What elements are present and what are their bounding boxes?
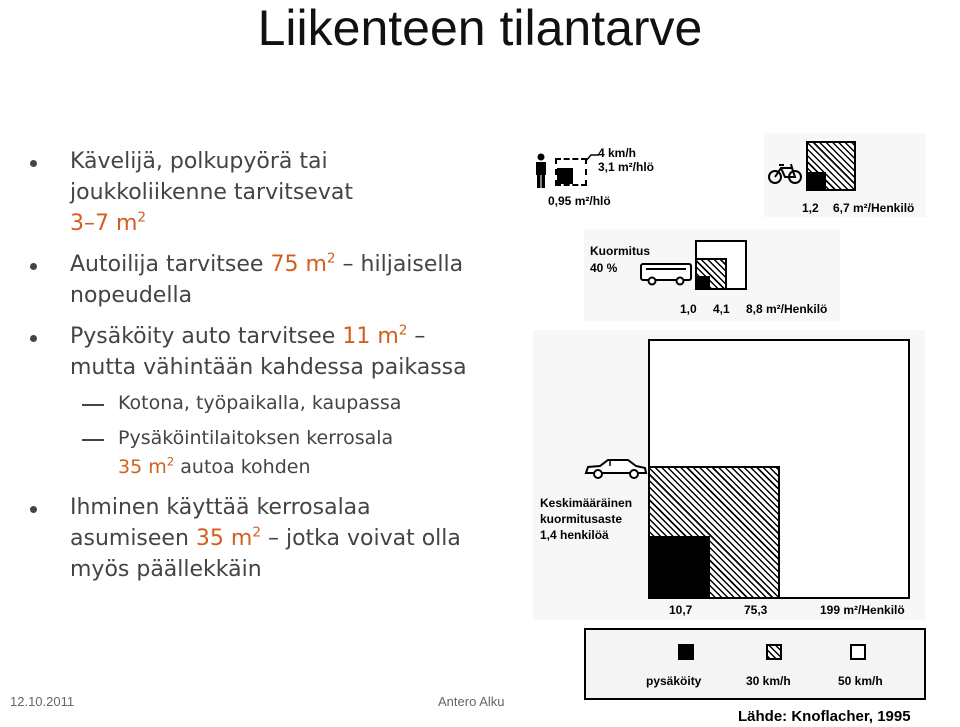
pedestrian-icon <box>533 153 549 189</box>
legend-parked-swatch <box>678 644 694 660</box>
legend-30kmh-swatch <box>766 644 782 660</box>
bicycle-icon <box>768 162 802 184</box>
pointer-line <box>585 152 599 164</box>
driver-area-value: 75 $m^2$ <box>270 250 336 277</box>
car-icon <box>584 458 648 480</box>
bullet-walking: Kävelijä, polkupyörä tai joukkoliikenne tarvitsevat 3–7 $m^2$ <box>30 146 525 239</box>
housing-area-value: 35 $m^2$ <box>195 524 261 551</box>
bus-static-area <box>696 276 710 290</box>
footer-author: Antero Alku <box>438 694 505 709</box>
car-static-area <box>648 536 710 599</box>
legend: pysäköity 30 km/h 50 km/h <box>584 628 926 700</box>
bullet-parked-car: Pysäköity auto tarvitsee 11 $m^2$ – mutta vähintään kahdessa paikassa <box>30 321 525 383</box>
bullet-driver: Autoilija tarvitsee 75 $m^2$ – hiljaisella nopeudella <box>30 249 525 311</box>
bullet-housing: Ihminen käyttää kerrosalaa asumiseen 35 $m^2$ – jotka voivat olla myös päällekkäin <box>30 492 525 585</box>
parked-area-value: 11 $m^2$ <box>342 322 408 349</box>
footer-date: 12.10.2011 <box>10 694 75 709</box>
walking-area-value: 3–7 $m^2$ <box>70 209 147 236</box>
bike-static-area <box>808 172 826 190</box>
bus-icon <box>640 262 692 286</box>
garage-area-value: 35 $m^2$ <box>118 454 175 478</box>
slide-title: Liikenteen tilantarve <box>257 0 703 56</box>
source-credit: Lähde: Knoflacher, 1995 <box>738 708 911 725</box>
legend-50kmh-swatch <box>850 644 866 660</box>
space-requirement-figure: 4 km/h 3,1 m²/hlö 0,95 m²/hlö 1,2 6,7 m²/Henkilö Kuormitus 40 % 1,0 4,1 8,8 m²/Henkilö Keskimääräinen kuormitusaste 1,4 henkilöä 10,7 75,3 199 m²/Henkilö pysäköity 30 km/h 50 km/h <box>0 0 960 727</box>
sub-bullet-parking-garage: Pysäköintilaitoksen kerrosala 35 $m^2$ autoa kohden <box>30 424 525 482</box>
walking-static-area <box>557 168 573 184</box>
sub-bullet-locations: Kotona, työpaikalla, kaupassa <box>30 389 525 418</box>
